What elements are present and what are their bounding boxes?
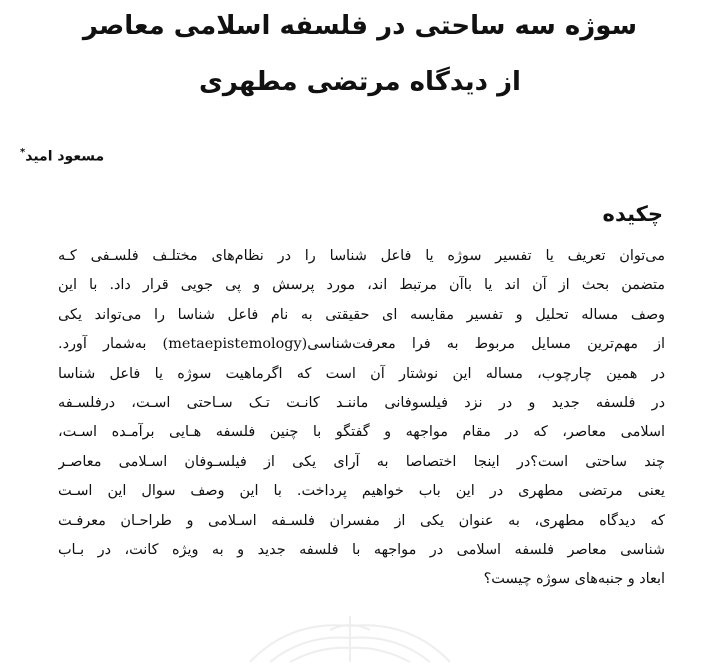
author-name: مسعود امید [25, 148, 105, 165]
author-byline [20, 147, 220, 165]
paper-title-line-2: از دیدگاه مرتضی مطهری [199, 67, 521, 97]
author-footnote-mark: * [20, 147, 26, 158]
abstract-line: در فلسفه جدید و در نزد فیلسوفانی ماننـد کانـت تـک سـاحتی اسـت، درفلسـفه [58, 394, 665, 411]
abstract-line: که دیدگاه مطهری، به عنوان یکی از مفسران فلسـفه اسـلامی و طراحـان معرفـت [58, 512, 665, 529]
abstract-line: از مهم‌ترین مسایل مربوط به فرا معرفت‌شناسی(metaepistemology) به‌شمار آورد. [58, 336, 665, 353]
abstract-heading: چکیده [602, 202, 663, 226]
abstract-line: اسلامی معاصر، که در مقام مواجهه و گفتگو با چنین فلسفه هـایی برآمـده اسـت، [58, 424, 665, 441]
abstract-line: شناسی معاصر فلسفه اسلامی در مواجهه با فلسفه جدید و به ویژه کانت، در بـاب [58, 541, 665, 558]
abstract-line: چند ساحتی است؟در اینجا اختصاصا به آرای یکی از فیلسـوفان اسـلامی معاصـر [58, 453, 665, 470]
paper-title-line-1: سوژه سه ساحتی در فلسفه اسلامی معاصر [82, 11, 638, 41]
abstract-line: متضمن بحث از آن اند یا باآن مرتبط اند، مورد پرسش و پی جویی قرار داد. با این [58, 277, 665, 294]
abstract-body [58, 242, 665, 595]
abstract-line: در همین چارچوب، مساله این نوشتار آن است که اگرماهیت سوژه یا فاعل شناسا [58, 365, 665, 382]
abstract-line: وصف مساله تحلیل و تفسیر مقایسه ای حقیقتی به نام فاعل شناسا را می‌تواند یکی [58, 306, 665, 323]
abstract-line: می‌توان تعریف یا تفسیر سوژه یا فاعل شناسا را در نظام‌های مختلـف فلسـفی کـه [58, 248, 665, 264]
abstract-line: یعنی مرتضی مطهری در این باب خواهیم پرداخت. با این وصف سوال این اسـت [58, 483, 665, 500]
abstract-line: ابعاد و جنبه‌های سوژه چیست؟ [483, 571, 665, 588]
institution-watermark-icon [230, 612, 470, 668]
